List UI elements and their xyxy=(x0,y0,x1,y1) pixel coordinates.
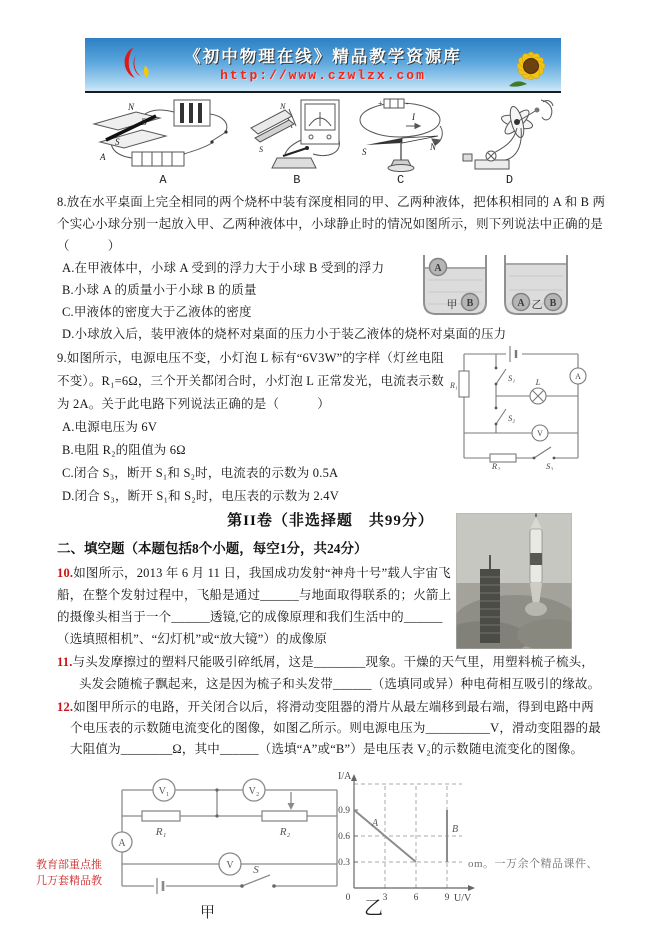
question-10 xyxy=(57,562,453,650)
q11-number: 11. xyxy=(57,655,73,669)
q8-option-a: A.在甲液体中，小球 A 受到的浮力大于小球 B 受到的浮力 xyxy=(62,261,385,275)
figure-a xyxy=(88,98,238,190)
graph-line-a-label: A xyxy=(372,818,379,829)
q9-option-a: A.电源电压为 6V xyxy=(62,420,158,434)
q8-beaker-jia-label: 甲 xyxy=(446,299,458,311)
q10-number: 10. xyxy=(57,566,74,580)
q9-ammeter-label: A xyxy=(575,372,581,381)
graph-ytick-09: 0.9 xyxy=(338,806,350,816)
q8-beaker-yi-label: 乙 xyxy=(531,299,543,311)
watermark-red-line1: 教育部重点推 xyxy=(36,859,102,871)
graph-line-b-label: B xyxy=(452,824,459,835)
q11-text: 与头发摩擦过的塑料尺能吸引碎纸屑，这是________现象。干燥的天气里，用塑料梳子梳头，头发会随梳子飘起来，这是因为梳子和头发带______（选填同或异）种电荷相互吸引的缘故。 xyxy=(72,655,601,691)
graph-xtick-9: 9 xyxy=(444,893,450,903)
question-12 xyxy=(57,697,606,760)
q12-number: 12. xyxy=(57,700,74,714)
figure-b xyxy=(249,98,344,190)
q9-s2-label: S₂ xyxy=(508,413,516,423)
watermark-red xyxy=(36,857,102,889)
question-11 xyxy=(57,651,606,695)
graph-xtick-6: 6 xyxy=(413,893,419,903)
q12-graph-yi-figure xyxy=(330,766,480,914)
fig-a-a-label: A xyxy=(100,152,106,162)
figure-d-label: D xyxy=(505,173,514,187)
figure-b-drawing xyxy=(249,98,344,172)
watermark-red-line2: 几万套精品教 xyxy=(36,875,102,887)
fig-c-n-label: N xyxy=(429,142,436,152)
jia-switch-label: S xyxy=(253,864,259,876)
q9-option-c: C.闭合 S₃，断开 S₁和 S₂时，电流表的示数为 0.5A xyxy=(62,466,339,480)
figure-b-label: B xyxy=(293,173,301,187)
q8-option-b: B.小球 A 的质量小于小球 B 的质量 xyxy=(62,283,257,297)
section-2-title: 第II卷（非选择题 共99分） xyxy=(227,513,434,529)
q9-lamp-label: L xyxy=(535,377,541,387)
figure-a-label: A xyxy=(159,173,167,187)
q10-text: 如图所示，2013 年 6 月 11 日，我国成功发射“神舟十号”载人宇宙飞船，在整个发射过程中，飞船是通过______与地面取得联系的；火箭上的摄像头相当于一个______透镜,它的成像原理和我们生活中的______（选填照相机”、“幻灯机”或“放大镜”）的成像原 xyxy=(57,566,452,646)
q9-option-b: B.电阻 R₂的阻值为 6Ω xyxy=(62,443,186,457)
q8-ball-a-yi: A xyxy=(517,298,525,309)
q9-s1-label: S₁ xyxy=(508,373,516,383)
fig-c-i-label: I xyxy=(411,112,415,122)
q9-circuit-figure xyxy=(450,338,590,470)
figure-d xyxy=(457,98,562,190)
q9-stem: 9.如图所示，电源电压不变，小灯泡 L 标有“6V3W”的字样（灯丝电阻不变）。R₁=6Ω，三个开关都闭合时，小灯泡 L 正常发光，电流表示数为 2A。关于此电路下列说法正确的是（ ） xyxy=(57,351,444,411)
graph-xlabel: U/V xyxy=(454,893,472,904)
q8-option-c: C.甲液体的密度大于乙液体的密度 xyxy=(62,305,252,319)
q9-option-d: D.闭合 S₃，断开 S₁和 S₂时，电压表的示数为 2.4V xyxy=(62,489,339,503)
figure-c-drawing xyxy=(356,98,446,172)
q8-stem: 8.放在水平桌面上完全相同的两个烧杯中装有深度相同的甲、乙两种液体，把体积相同的 A 和 B 两个实心小球分别一起放入甲、乙两种液体中，小球静止时的情况如图所示，则下列说法中正确的是（ ） xyxy=(57,195,606,253)
graph-xtick-3: 3 xyxy=(382,893,388,903)
fig-c-s-label: S xyxy=(361,147,367,157)
q9-s3-label: S₃ xyxy=(546,461,554,470)
figure-d-drawing xyxy=(457,98,562,172)
q9-r2-label: R₂ xyxy=(491,461,501,470)
banner xyxy=(85,38,561,93)
fig-b-s-label: S xyxy=(259,145,264,154)
banner-url: http://www.czwlzx.com xyxy=(220,68,426,83)
jia-voltmeter-label: V xyxy=(226,860,234,871)
q9-r1-label: R₁ xyxy=(450,381,458,390)
watermark-gray: om。一万余个精品课件、 xyxy=(468,858,599,870)
jia-v2-label: V₂ xyxy=(248,786,260,797)
q8-ball-b-yi: B xyxy=(549,298,557,309)
fig-b-n-label: N xyxy=(280,102,286,111)
q9-voltmeter-label: V xyxy=(537,429,543,438)
fill-section-header: 二、填空题（本题包括8个小题，每空1分，共24分） xyxy=(57,541,368,556)
banner-title: 《初中物理在线》精品教学资源库 xyxy=(184,47,462,66)
graph-ytick-06: 0.6 xyxy=(338,832,350,842)
rocket-launch-photo xyxy=(456,513,572,649)
graph-ylabel: I/A xyxy=(338,771,352,782)
fig-a-b-label: B xyxy=(141,117,147,127)
graph-yi-caption: 乙 xyxy=(364,898,384,919)
q8-ball-b-jia: B xyxy=(466,298,474,309)
question-9 xyxy=(57,347,449,508)
q12-text: 如图甲所示的电路，开关闭合以后，将滑动变阻器的滑片从最左端移到最右端，得到电路中两个电压表的示数随电流变化的图像，如图乙所示。则电源电压为__________V，滑动变阻器的最大阻值为________Ω，其中______（选填“A”或“B”）是电压表 V₂的示数随电流变化的图像。 xyxy=(70,700,601,756)
figure-c xyxy=(356,98,446,190)
jia-ammeter-label: A xyxy=(118,838,126,849)
fig-c-minus-label: - xyxy=(405,99,409,108)
sunflower-icon xyxy=(507,44,553,88)
graph-ytick-03: 0.3 xyxy=(338,858,350,868)
fig-c-plus-label: + xyxy=(377,99,383,108)
figure-c-label: C xyxy=(397,173,405,187)
graph-origin-label: 0 xyxy=(345,893,351,903)
jia-r2-label: R₂ xyxy=(279,826,291,838)
circuit-jia-caption: 甲 xyxy=(200,905,216,921)
q8-ball-a-jia: A xyxy=(434,263,442,274)
figure-a-drawing xyxy=(88,98,238,172)
q8-beakers-figure xyxy=(418,252,573,322)
q12-circuit-jia-figure xyxy=(102,774,352,906)
q8-option-d: D.小球放入后，装甲液体的烧杯对桌面的压力小于装乙液体的烧杯对桌面的压力 xyxy=(62,327,507,341)
figure-row xyxy=(88,98,562,190)
jia-v1-label: V₁ xyxy=(158,786,170,797)
fig-a-s-label: S xyxy=(115,137,120,147)
fig-a-n-label: N xyxy=(128,102,135,112)
jia-r1-label: R₁ xyxy=(155,826,167,838)
